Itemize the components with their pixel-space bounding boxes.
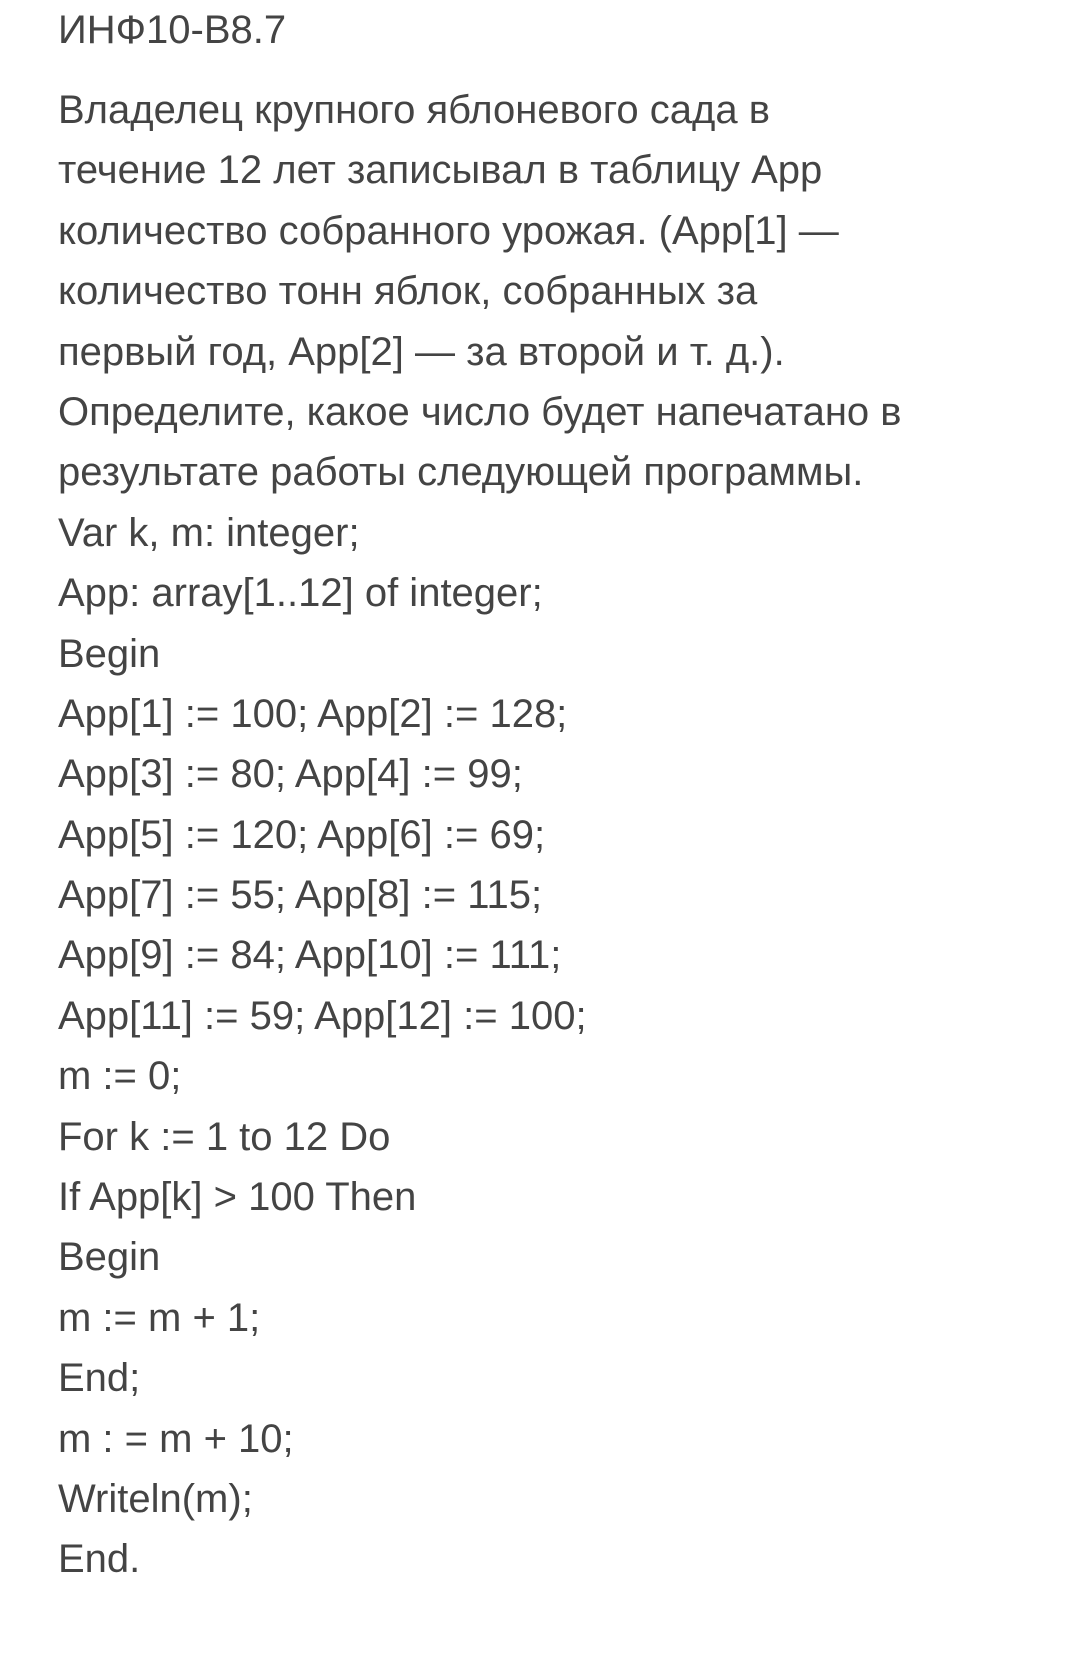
code-line: End; <box>58 1356 141 1401</box>
code-line: App[3] := 80; App[4] := 99; <box>58 752 523 797</box>
text-line: течение 12 лет записывал в таблицу App <box>58 148 823 193</box>
code-line: App: array[1..12] of integer; <box>58 571 543 616</box>
document-page <box>58 0 1058 1590</box>
text-line: результате работы следующей программы. <box>58 450 864 495</box>
text-line: Владелец крупного яблоневого сада в <box>58 88 770 132</box>
code-line: If App[k] > 100 Then <box>58 1175 417 1220</box>
code-line: For k := 1 to 12 Do <box>58 1114 391 1159</box>
spacer <box>58 60 1058 80</box>
code-line: App[7] := 55; App[8] := 115; <box>58 873 543 918</box>
code-line: Begin <box>58 631 161 676</box>
code-line: Writeln(m); <box>58 1476 253 1521</box>
code-line: App[9] := 84; App[10] := 111; <box>58 933 562 978</box>
text-line: Определите, какое число будет напечатано в <box>58 389 902 434</box>
code-line: App[5] := 120; App[6] := 69; <box>58 812 546 857</box>
text-line: количество собранного урожая. (App[1] — <box>58 208 839 253</box>
code-line: m : = m + 10; <box>58 1416 294 1461</box>
code-line: Var k, m: integer; <box>58 510 360 555</box>
task-text <box>58 80 1058 1590</box>
code-line: m := 0; <box>58 1054 182 1099</box>
text-line: количество тонн яблок, собранных за <box>58 269 758 314</box>
code-line: Begin <box>58 1235 161 1280</box>
code-line: End. <box>58 1537 141 1582</box>
task-id-title: ИНФ10-В8.7 <box>58 8 287 52</box>
code-line: App[11] := 59; App[12] := 100; <box>58 993 587 1038</box>
code-line: m := m + 1; <box>58 1295 261 1340</box>
text-line: первый год, App[2] — за второй и т. д.). <box>58 329 785 374</box>
code-line: App[1] := 100; App[2] := 128; <box>58 691 568 736</box>
